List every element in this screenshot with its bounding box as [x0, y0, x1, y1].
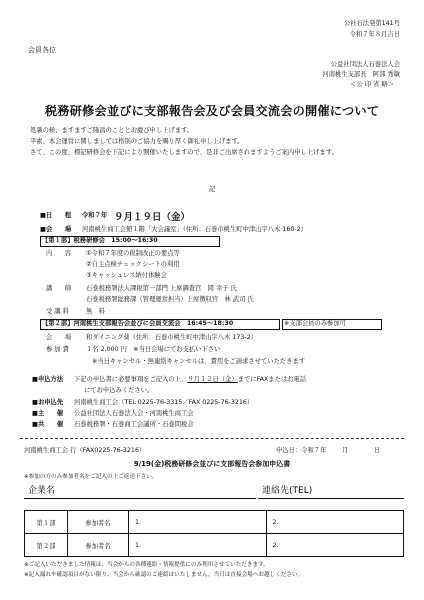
- part1-lecturer-1: 石巻税務署法人課税第一部門 上席調査官 岡 幸子 氏: [86, 285, 237, 292]
- recipient: 会員各位: [28, 46, 56, 54]
- part2-note: ※支部会員のみ参加可: [284, 320, 346, 327]
- apply-method-line2: にてお申込みください。: [84, 387, 154, 394]
- participant-2-field[interactable]: 2.: [266, 534, 404, 557]
- event-date: ９月１９日（金）: [114, 212, 191, 223]
- part1-content-3: ③キャッシュレス納付体験会: [86, 272, 167, 279]
- venue-label: ■会 場: [40, 226, 72, 233]
- registration-table: [24, 510, 404, 557]
- greeting-1: 処暑の候、ますますご隆昌のこととお慶び申し上げます。: [30, 127, 194, 134]
- part1-lecturer-2: 石巻税務署総務課（管理運営担当）上席徴収官 林 武司 氏: [86, 296, 254, 303]
- participant-1-field[interactable]: 1.: [129, 511, 267, 534]
- contact: 河南桃生商工会（TEL 0225-76-3315／FAX 0225-76-3216）: [74, 399, 254, 406]
- sender-name: 河南桃生支部長 阿部 秀敏: [322, 71, 400, 78]
- part1-content-label: 内 容: [46, 250, 72, 257]
- table-row: [25, 534, 404, 557]
- venue: 河南桃生商工会館１階「大会議室」（住所：石巻市桃生町中津山字八木 160-2）: [82, 226, 307, 233]
- part1-lecturer-label: 講 師: [46, 285, 72, 292]
- apply-method-text-c: までにFAXまたはお電話: [237, 376, 307, 383]
- sender-org: 公益社団法人石巻法人会: [330, 61, 400, 68]
- tel-field[interactable]: [258, 498, 404, 499]
- table-row: [25, 511, 404, 534]
- cohost-label: ■共 催: [32, 421, 64, 428]
- form-to: 河南桃生商工会 行（FAX0225-76-3216）: [24, 447, 146, 454]
- part1-header: 【第１部】税務研修会 15:00～16:30: [42, 237, 158, 244]
- footnote-2: ※記入漏れや確認項目がない限り、当会から確認のご連絡はいたしません。当日は直接会場へお越しください。: [24, 572, 304, 578]
- host-label: ■主 催: [32, 410, 64, 417]
- company-label: 企業名: [28, 486, 56, 496]
- page-title: 税務研修会並びに支部報告会及び会員交流会の開催について: [44, 104, 380, 118]
- part1-content-2: ②自主点検チェックシートの利用: [86, 261, 180, 268]
- form-instruction: ※参加の方のみ参加者名をご記入の上ご返送下さい。: [24, 474, 158, 480]
- apply-month-label: 月: [342, 447, 349, 454]
- doc-number: 公社石法発第141号: [343, 20, 400, 27]
- host: 公益社団法人石巻法人会・河南桃生商工会: [74, 410, 194, 417]
- part2-cancel-note: ※当日キャンセル・無連絡キャンセルは、費用をご請求させていただきます: [92, 358, 306, 365]
- form-title: 9/19(金)税務研修会並びに支部報告会参加申込書: [133, 460, 291, 468]
- row-part: 第１部: [25, 511, 68, 534]
- apply-method-line1: [74, 376, 306, 384]
- apply-method-text-a: 下記の申込書に必要事項をご記入の上、: [74, 376, 188, 383]
- part2-venue: 和ダイニング葵（住所：石巻市桃生町中津山字八木 173-2）: [86, 334, 257, 341]
- apply-day-label: 日: [374, 447, 381, 454]
- seal-omitted: ＜公 印 省 略＞: [350, 81, 394, 88]
- part2-venue-label: 会 場: [46, 334, 72, 341]
- date-prefix: 令和７年: [82, 212, 108, 219]
- part2-header: 【第２部】河南桃生支部報告会並びに会員交流会 16:45～18:30: [42, 320, 234, 327]
- doc-date: 令和７年８月吉日: [349, 31, 400, 38]
- part2-fee: １名 2,000 円 ※当日会場にてお支払い下さい: [86, 346, 221, 353]
- greeting-2: 平素、本会運営に関しましては格別のご協力を賜り厚く御礼申し上げます。: [30, 138, 244, 145]
- participant-1-field[interactable]: 1.: [129, 534, 267, 557]
- contact-label: ■お申込先: [32, 399, 64, 406]
- tel-label: 連絡先(TEL): [262, 486, 313, 496]
- apply-method-label: ■申込方法: [32, 376, 64, 383]
- footnote-1: ※ご記入いただきました情報は、当会からの各種連絡・情報提供にのみ利用させていただきます。: [24, 562, 269, 568]
- part2-fee-label: 参 加 費: [46, 346, 69, 353]
- apply-date-label: 申込日：令和７年: [276, 447, 327, 454]
- part1-fee-label: 受 講 料: [46, 308, 69, 315]
- greeting-3: さて、この度、標記研修会を下記により開催いたしますので、是非ご出席されますようご案内申し上げます。: [30, 149, 338, 156]
- cut-line: [20, 438, 404, 439]
- row-label: 参加者名: [68, 534, 129, 557]
- date-label: ■日 程: [40, 212, 72, 219]
- company-field[interactable]: [24, 498, 256, 499]
- row-part: 第２部: [25, 534, 68, 557]
- row-label: 参加者名: [68, 511, 129, 534]
- part1-content-1: ①令和７年度の税制改正の要点等: [86, 250, 180, 257]
- cohost: 石巻税務署・石巻商工会議所・石巻間税会: [74, 421, 194, 428]
- apply-deadline: ９月１２日（金）: [187, 376, 238, 383]
- participant-2-field[interactable]: 2.: [266, 511, 404, 534]
- ki-mark: 記: [208, 186, 216, 193]
- part1-fee: 無 料: [86, 308, 105, 315]
